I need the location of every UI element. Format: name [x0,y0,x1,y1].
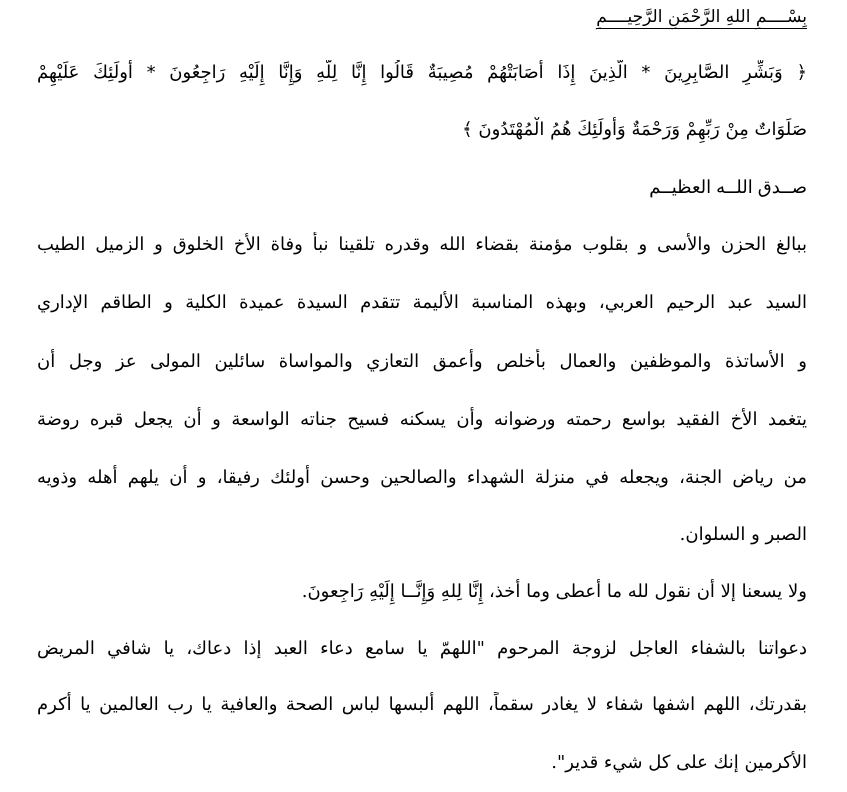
verse-line-2: صَلَوَاتٌ مِنْ رَبِّهِمْ وَرَحْمَةٌ وَأُولَئِكَ هُمُ الْمُهْتَدُونَ ﴾ [462,119,807,140]
prayer-line-2: بقدرتك، اللهم اشفها شفاء لا يغادر سقماً، اللهم ألبسها لباس الصحة والعافية يا رب العالمين يا أكرم [37,694,807,715]
body-line-4: يتغمد الأخ الفقيد بواسع رحمته ورضوانه وأن يسكنه فسيح جناته الواسعة و أن يجعل قبره روضة [37,409,807,430]
body-line-2: السيد عبد الرحيم العربي، وبهذه المناسبة الأليمة تتقدم السيدة عميدة الكلية و الطاقم الإداري [37,292,807,313]
basmala: بِسْــــمِ اللهِ الرَّحْمَنِ الرَّحِيــــمِ [596,7,807,27]
basmala-line [37,4,807,30]
prayer-line-1: دعواتنا بالشفاء العاجل لزوجة المرحوم "اللهمّ يا سامع دعاء العبد إذا دعاك، يا شافي المريض [37,638,807,659]
body-line-3: و الأساتذة والموظفين والعمال بأخلص وأعمق التعازي والمواساة سائلين المولى عز وجل أن [37,351,807,372]
verse-line-1: ﴿ وَبَشِّرِ الصَّابِرِينَ * الَّذِينَ إِذَا أَصَابَتْهُمْ مُصِيبَةٌ قَالُوا إِنَّا لِلَّهِ وَإِنَّا إِلَيْهِ رَاجِعُونَ * أُولَئِكَ عَلَيْهِمْ [37,62,807,83]
body-line-6: الصبر و السلوان. [679,524,807,545]
body-line-5: من رياض الجنة، ويجعله في منزلة الشهداء والصالحين وحسن أولئك رفيقا، و أن يلهم أهله وذويه [37,467,807,488]
acceptance-line: ولا يسعنا إلا أن نقول لله ما أعطى وما أخذ، إِنَّا لِلهِ وَإِنَّــا إِلَيْهِ رَاجِعونَ. [301,581,807,602]
closing-phrase: صــدق اللــه العظيــم [649,177,807,197]
prayer-line-3: الأكرمين إنك على كل شيء قدير". [551,752,807,773]
body-line-1: ببالغ الحزن والأسى و بقلوب مؤمنة بقضاء الله وقدره تلقينا نبأ وفاة الأخ الخلوق و الزميل الطيب [37,234,807,255]
